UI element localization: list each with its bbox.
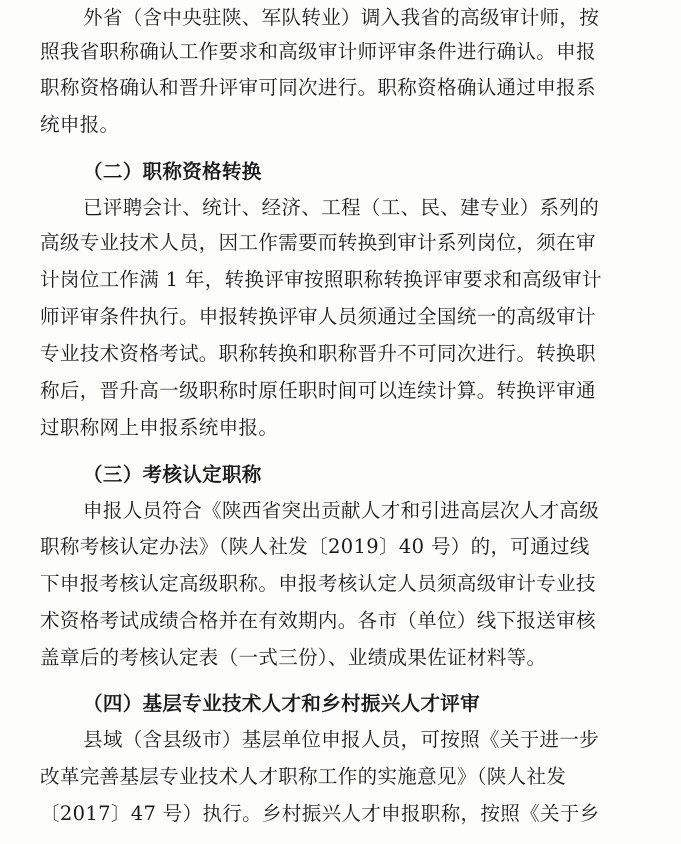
section3-line-2: 职称考核认定办法》（陕人社发〔2019〕40 号）的，可通过线 <box>40 535 590 558</box>
section3-heading: （三）考核认定职称 <box>83 463 262 486</box>
para1-line-4: 统申报。 <box>40 113 120 136</box>
section2-line-6: 称后，晋升高一级职称时原任职时间可以连续计算。转换评审通 <box>40 379 596 402</box>
section2-line-5: 专业技术资格考试。职称转换和职称晋升不可同次进行。转换职 <box>40 342 596 365</box>
section4-line-1: 县域（含县级市）基层单位申报人员，可按照《关于进一步 <box>83 728 600 751</box>
section4-line-3: 〔2017〕47 号）执行。乡村振兴人才申报职称，按照《关于乡 <box>40 802 600 825</box>
section2-line-1: 已评聘会计、统计、经济、工程（工、民、建专业）系列的 <box>83 196 600 219</box>
section4-heading: （四）基层专业技术人才和乡村振兴人才评审 <box>83 692 481 715</box>
para1-line-2: 照我省职称确认工作要求和高级审计师评审条件进行确认。申报 <box>40 40 596 63</box>
section3-line-5: 盖章后的考核认定表（一式三份）、业绩成果佐证材料等。 <box>40 646 547 669</box>
section2-line-4: 师评审条件执行。申报转换评审人员须通过全国统一的高级审计 <box>40 305 596 328</box>
section3-line-3: 下申报考核认定高级职称。申报考核认定人员须高级审计专业技 <box>40 572 596 595</box>
section2-line-3: 计岗位工作满 1 年，转换评审按照职称转换评审要求和高级审计 <box>40 268 602 291</box>
section3-line-1: 申报人员符合《陕西省突出贡献人才和引进高层次人才高级 <box>83 499 600 522</box>
section2-heading: （二）职称资格转换 <box>83 160 262 183</box>
section3-line-4: 术资格考试成绩合格并在有效期内。各市（单位）线下报送审核 <box>40 609 596 632</box>
para1-line-3: 职称资格确认和晋升评审可同次进行。职称资格确认通过申报系 <box>40 76 596 99</box>
section2-line-7: 过职称网上申报系统申报。 <box>40 416 279 439</box>
section4-line-2: 改革完善基层专业技术人才职称工作的实施意见》（陕人社发 <box>40 765 567 788</box>
para1-line-1: 外省（含中央驻陕、军队转业）调入我省的高级审计师，按 <box>83 6 600 29</box>
section2-line-2: 高级专业技术人员，因工作需要而转换到审计系列岗位，须在审 <box>40 231 596 254</box>
